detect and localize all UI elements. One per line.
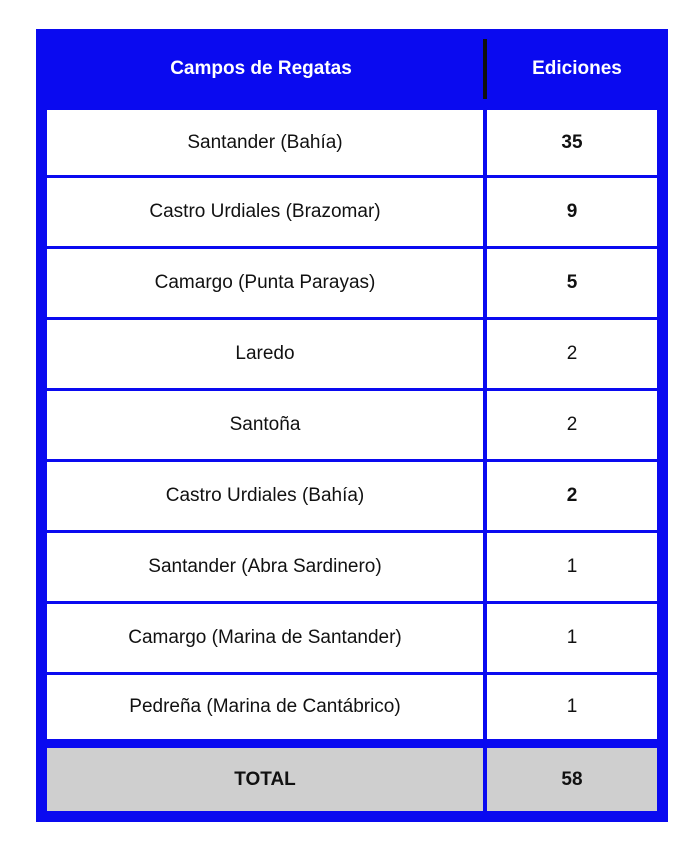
campo-cell: Castro Urdiales (Brazomar) [47, 178, 483, 246]
campo-cell: Camargo (Marina de Santander) [47, 604, 483, 672]
ediciones-cell: 9 [487, 178, 657, 246]
header-campos: Campos de Regatas [170, 57, 352, 79]
campo-cell: Santander (Bahía) [47, 110, 483, 175]
campo-cell: Camargo (Punta Parayas) [47, 249, 483, 317]
ediciones-cell: 1 [487, 604, 657, 672]
table-header [36, 29, 668, 108]
campo-cell: Laredo [47, 320, 483, 388]
total-value: 58 [487, 748, 657, 811]
table-row [36, 249, 668, 317]
table-row [36, 110, 668, 175]
ediciones-cell: 2 [487, 462, 657, 530]
header-ediciones: Ediciones [532, 57, 622, 79]
table-row [36, 675, 668, 739]
table-row [36, 320, 668, 388]
table-row [36, 391, 668, 459]
ediciones-cell: 1 [487, 533, 657, 601]
total-row [36, 748, 668, 811]
ediciones-cell: 2 [487, 391, 657, 459]
table-row [36, 604, 668, 672]
campo-cell: Pedreña (Marina de Cantábrico) [47, 675, 483, 739]
regatas-table [36, 29, 668, 822]
ediciones-cell: 1 [487, 675, 657, 739]
ediciones-cell: 5 [487, 249, 657, 317]
campo-cell: Castro Urdiales (Bahía) [47, 462, 483, 530]
table-row [36, 462, 668, 530]
ediciones-cell: 2 [487, 320, 657, 388]
campo-cell: Santander (Abra Sardinero) [47, 533, 483, 601]
table-row [36, 533, 668, 601]
table-row [36, 178, 668, 246]
ediciones-cell: 35 [487, 110, 657, 175]
campo-cell: Santoña [47, 391, 483, 459]
total-label: TOTAL [47, 748, 483, 811]
